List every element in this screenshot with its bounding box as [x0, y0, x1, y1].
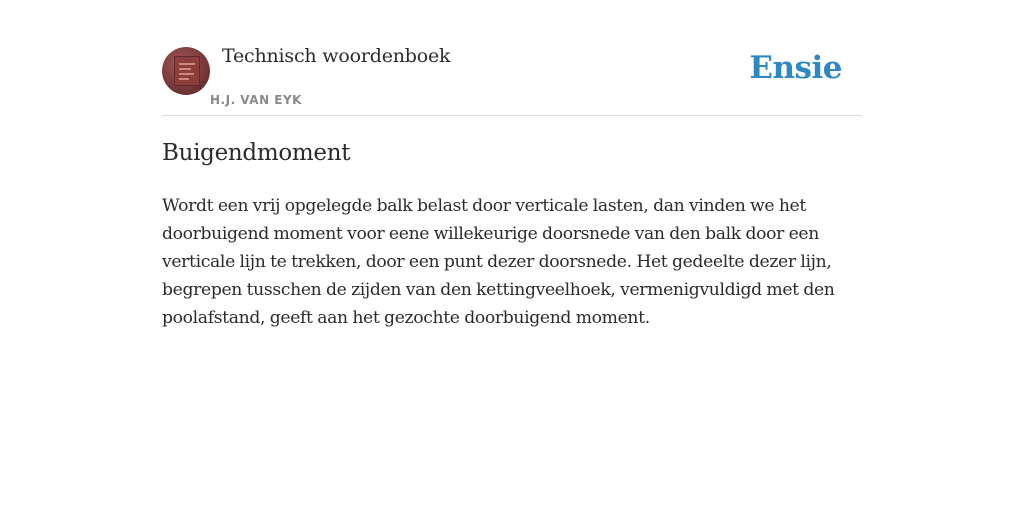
entry-title: Buigendmoment	[162, 140, 351, 166]
header	[162, 0, 862, 116]
book-icon	[174, 56, 200, 86]
author-name[interactable]: H.J. VAN EYK	[210, 93, 302, 107]
book-title[interactable]: Technisch woordenboek	[222, 45, 451, 67]
entry-definition: Wordt een vrij opgelegde balk belast door verticale lasten, dan vinden we het doorbuigend moment voor eene willekeurige doorsnede van den balk door een verticale lijn te trekken, door een punt dezer doorsnede. Het gedeelte dezer lijn, begrepen tusschen de zijden van den kettingveelhoek, vermenigvuldigd met den poolafstand, geeft aan het gezochte doorbuigend moment.	[162, 196, 835, 328]
book-cover-avatar[interactable]	[162, 47, 210, 95]
page	[162, 0, 862, 512]
ensie-logo[interactable]: Ensie	[749, 50, 842, 86]
